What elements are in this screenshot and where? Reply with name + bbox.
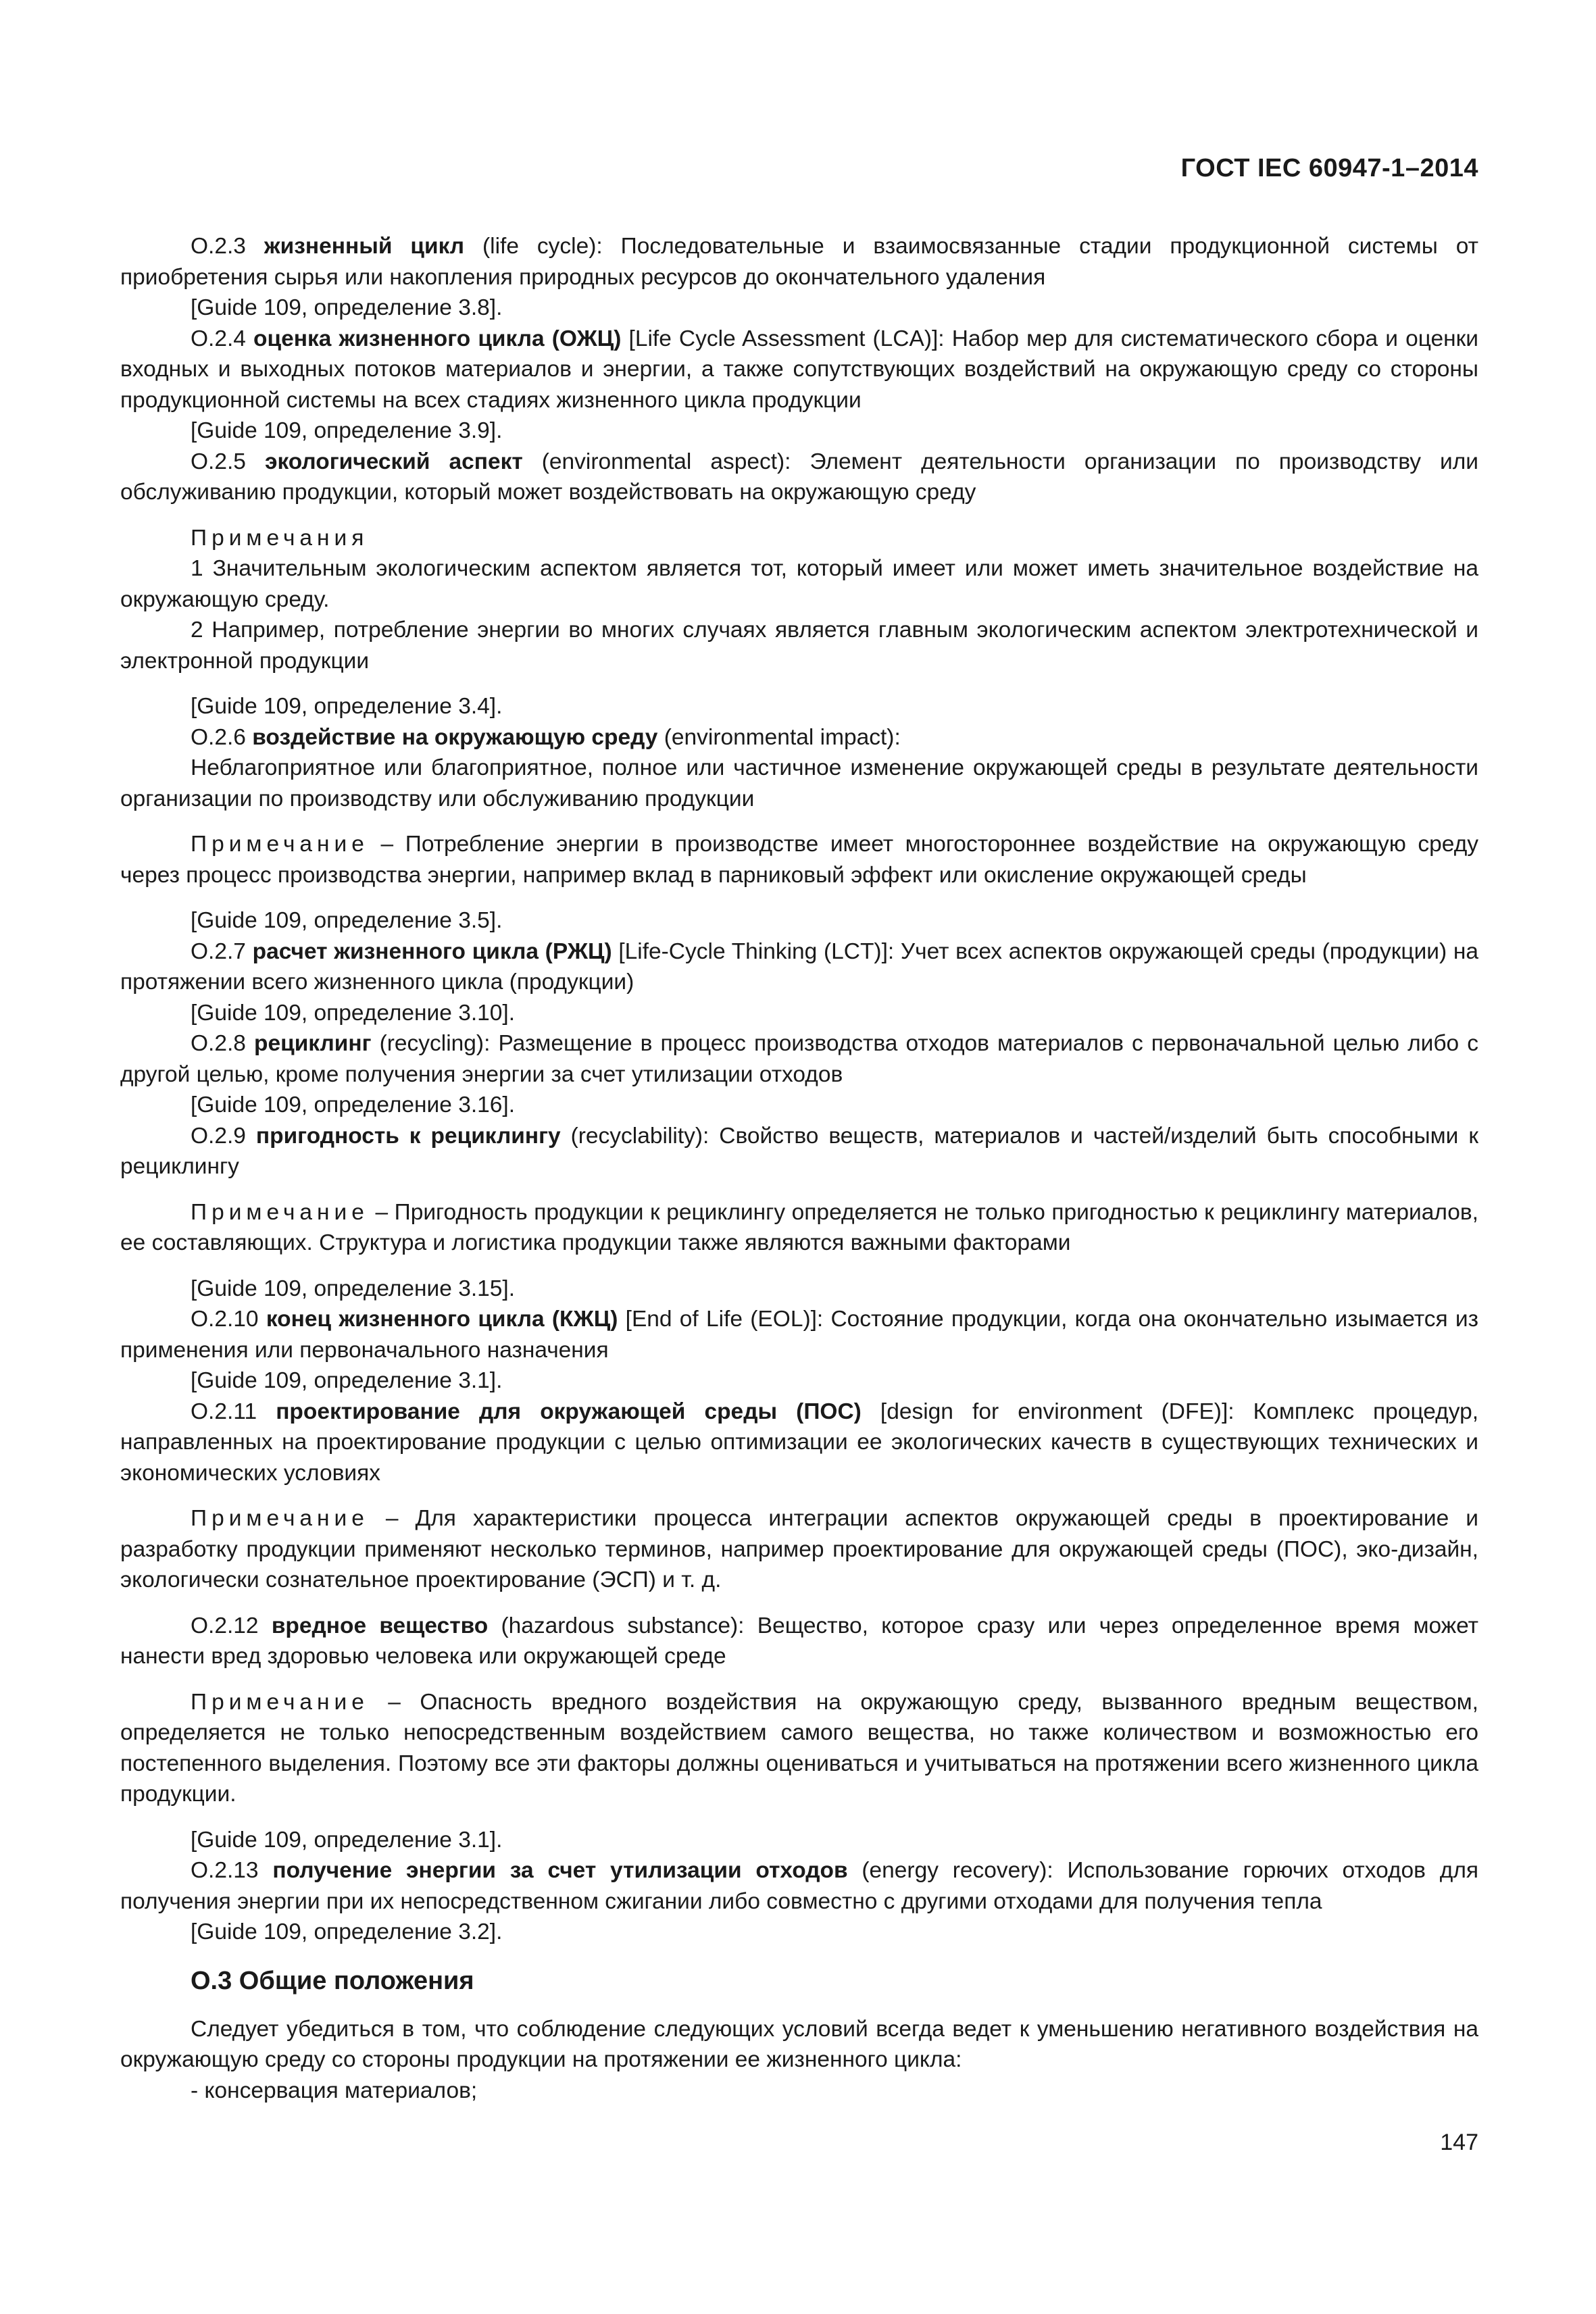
- reference: [Guide 109, определение 3.16].: [191, 1092, 516, 1117]
- reference: [Guide 109, определение 3.15].: [191, 1276, 516, 1301]
- definition-o-2-4: О.2.4 оценка жизненного цикла (ОЖЦ) [Life Cycle Assessment (LCA)]: Набор мер для систематического сбора и оценки входных и выходных потоков материалов и энергии, а также сопутствующих воздействий на окружающую среду со стороны продукционной системы на всех стадиях жизненного цикла продукции: [120, 326, 1479, 413]
- reference: [Guide 109, определение 3.2].: [191, 1919, 503, 1944]
- note: Примечание – Потребление энергии в производстве имеет многостороннее воздействие на окружающую среду через процесс производства энергии, например вклад в парниковый эффект или окисление окружающей среды: [120, 832, 1478, 888]
- term: рециклинг: [254, 1031, 372, 1056]
- definition-o-2-8: О.2.8 рециклинг (recycling): Размещение в процесс производства отходов материалов с первоначальной целью либо с другой целью, кроме получения энергии за счет утилизации отходов: [120, 1031, 1478, 1087]
- definition-o-2-3: О.2.3 жизненный цикл (life cycle): Последовательные и взаимосвязанные стадии продукционной системы от приобретения сырья или накопления природных ресурсов до окончательного удаления: [120, 234, 1478, 290]
- term: пригодность к рециклингу: [255, 1123, 561, 1149]
- reference: [Guide 109, определение 3.5].: [191, 908, 503, 933]
- definition-o-2-13: О.2.13 получение энергии за счет утилизации отходов (energy recovery): Использование горючих отходов для получения энергии при их непосредственном сжигании либо совместно с другими отходами для получения тепла: [120, 1858, 1479, 1914]
- reference: [Guide 109, определение 3.10].: [191, 1000, 516, 1026]
- definition-o-2-5: О.2.5 экологический аспект (environmental aspect): Элемент деятельности организации по производству или обслуживанию продукции, который может воздействовать на окружающую среду: [120, 449, 1479, 505]
- page-number: 147: [1440, 2130, 1478, 2155]
- term: воздействие на окружающую среду: [252, 724, 658, 750]
- term: расчет жизненного цикла (РЖЦ): [252, 938, 612, 964]
- list-item: - консервация материалов;: [191, 2078, 478, 2103]
- section-intro: Следует убедиться в том, что соблюдение следующих условий всегда ведет к уменьшению негативного воздействия на окружающую среду со стороны продукции на протяжении ее жизненного цикла:: [120, 2016, 1478, 2072]
- reference: [Guide 109, определение 3.1].: [191, 1827, 503, 1853]
- term: проектирование для окружающей среды (ПОС): [276, 1399, 862, 1424]
- term: жизненный цикл: [264, 234, 465, 259]
- note: Примечание – Опасность вредного воздействия на окружающую среду, вызванного вредным веществом, определяется не только непосредственным воздействием самого вещества, но также количеством и возможностью его постепенного выделения. Поэтому все эти факторы должны оцениваться и учитываться на протяжении всего жизненного цикла продукции.: [120, 1689, 1478, 1807]
- definition-o-2-6: О.2.6 воздействие на окружающую среду (environmental impact):: [191, 724, 901, 750]
- definition-o-2-9: О.2.9 пригодность к рециклингу (recyclability): Свойство веществ, материалов и частей/изделий быть способными к рециклингу: [120, 1123, 1478, 1179]
- reference: [Guide 109, определение 3.4].: [191, 694, 503, 719]
- notes-heading: Примечания: [191, 525, 369, 551]
- reference: [Guide 109, определение 3.8].: [191, 295, 503, 320]
- section-heading: О.3 Общие положения: [191, 1966, 474, 1995]
- reference: [Guide 109, определение 3.1].: [191, 1368, 503, 1393]
- note: Примечание – Для характеристики процесса интеграции аспектов окружающей среды в проектирование и разработку продукции применяют несколько терминов, например проектирование для окружающей среды (ПОС), эко-дизайн, экологически сознательное проектирование (ЭСП) и т. д.: [120, 1506, 1478, 1592]
- definition-o-2-12: О.2.12 вредное вещество (hazardous substance): Вещество, которое сразу или через определенное время может нанести вред здоровью человека или окружающей среде: [120, 1613, 1479, 1669]
- term: вредное вещество: [271, 1613, 489, 1638]
- note-1: 1 Значительным экологическим аспектом является тот, который имеет или может иметь значительное воздействие на окружающую среду.: [120, 556, 1478, 612]
- definition-o-2-7: О.2.7 расчет жизненного цикла (РЖЦ) [Life-Cycle Thinking (LCT)]: Учет всех аспектов окружающей среды (продукции) на протяжении всего жизненного цикла (продукции): [120, 938, 1478, 995]
- term: конец жизненного цикла (КЖЦ): [266, 1307, 618, 1332]
- note-2: 2 Например, потребление энергии во многих случаях является главным экологическим аспектом электротехнической и электронной продукции: [120, 618, 1478, 674]
- term: оценка жизненного цикла (ОЖЦ): [253, 326, 622, 351]
- definition-o-2-10: О.2.10 конец жизненного цикла (КЖЦ) [End of Life (EOL)]: Состояние продукции, когда она окончательно изымается из применения или первоначального назначения: [120, 1307, 1479, 1363]
- page-header: ГОСТ IEC 60947-1–2014: [1180, 154, 1478, 182]
- term: получение энергии за счет утилизации отходов: [272, 1858, 848, 1883]
- definition-o-2-6-body: Неблагоприятное или благоприятное, полное или частичное изменение окружающей среды в результате деятельности организации по производству или обслуживанию продукции: [120, 755, 1478, 811]
- term: экологический аспект: [264, 449, 523, 474]
- note: Примечание – Пригодность продукции к рециклингу определяется не только пригодностью к рециклингу материалов, ее составляющих. Структура и логистика продукции также являются важными факторами: [120, 1199, 1478, 1255]
- definition-o-2-11: О.2.11 проектирование для окружающей среды (ПОС) [design for environment (DFE)]: Комплекс процедур, направленных на проектирование продукции с целью оптимизации ее экологических качеств в существующих технических и экономических условиях: [120, 1399, 1479, 1486]
- reference: [Guide 109, определение 3.9].: [191, 418, 503, 443]
- document-body: [120, 231, 1478, 2106]
